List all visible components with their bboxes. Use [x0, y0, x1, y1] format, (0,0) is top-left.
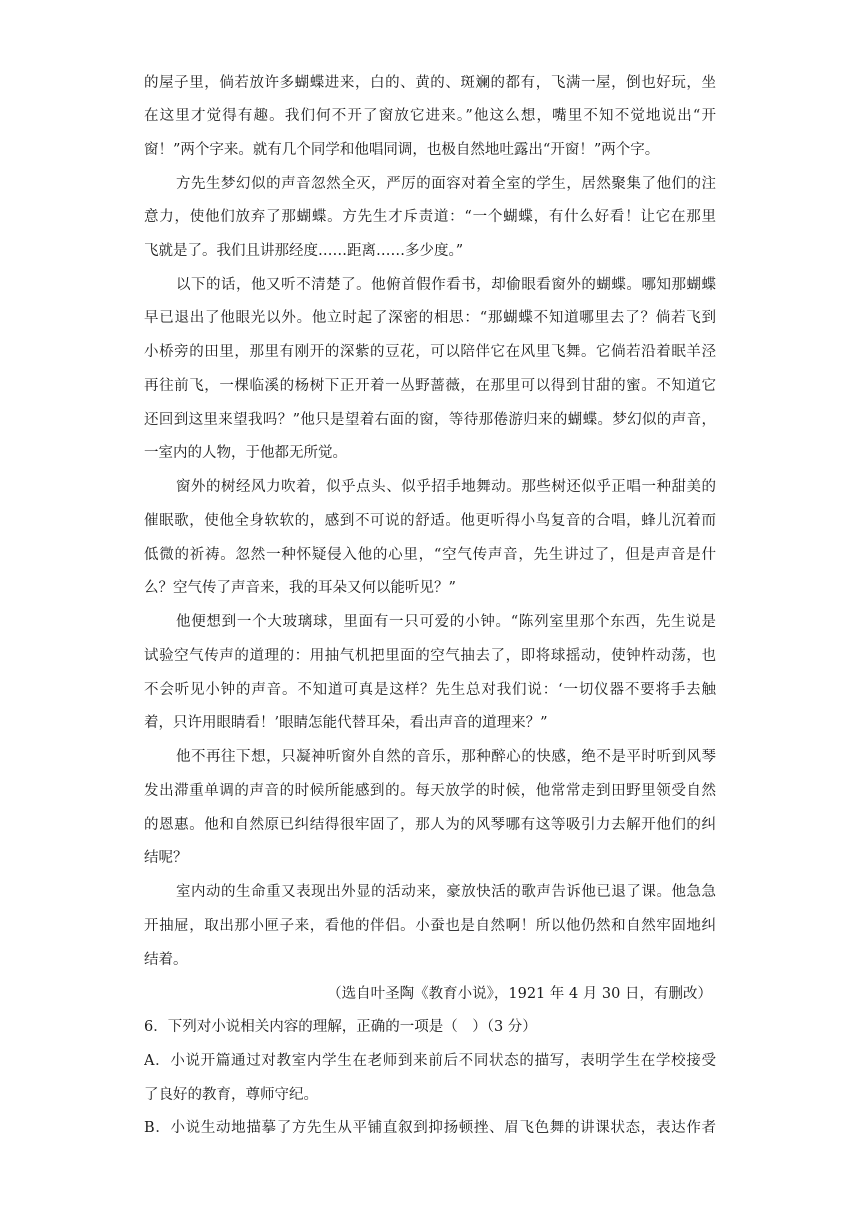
- passage-line: 着，只许用眼睛看！’眼睛怎能代替耳朵，看出声音的道理来？”: [144, 715, 548, 731]
- passage-line: 的屋子里，倘若放许多蝴蝶进来，白的、黄的、斑斓的都有，飞满一屋，倒也好玩，坐: [144, 75, 716, 91]
- passage-line: 发出滞重单调的声音的时候所能感到的。每天放学的时候，他常常走到田野里领受自然: [144, 783, 716, 799]
- passage-line: 结着。: [144, 952, 188, 968]
- passage-line: 室内动的生命重又表现出外显的活动来，豪放快活的歌声告诉他已退了课。他急急: [176, 884, 716, 900]
- passage-line: 意力，使他们放弃了那蝴蝶。方先生才斥责道：“一个蝴蝶，有什么好看！让它在那里: [144, 209, 716, 225]
- passage-line: 飞就是了。我们且讲那经度……距离……多少度。”: [144, 243, 464, 259]
- passage-line: 还回到这里来望我吗？”他只是望着右面的窗，等待那倦游归来的蝴蝶。梦幻似的声音，: [144, 412, 716, 428]
- passage-line: 再往前飞，一棵临溪的杨树下正开着一丛野蔷薇，在那里可以得到甘甜的蜜。不知道它: [144, 378, 716, 394]
- passage-line: 一室内的人物，于他都无所觉。: [144, 445, 347, 461]
- option-a-line: 了良好的教育，尊师守纪。: [144, 1087, 318, 1103]
- passage-line: 以下的话，他又听不清楚了。他俯首假作看书，却偷眼看窗外的蝴蝶。哪知那蝴蝶: [176, 277, 716, 293]
- passage-line: 早已退出了他眼光以外。他立时起了深密的相思：“那蝴蝶不知道哪里去了？倘若飞到: [144, 310, 716, 326]
- passage-line: 在这里才觉得有趣。我们何不开了窗放它进来。”他这么想，嘴里不知不觉地说出“开: [144, 108, 716, 124]
- passage-line: 低微的祈祷。忽然一种怀疑侵入他的心里，“空气传声音，先生讲过了，但是声音是什: [144, 547, 716, 563]
- passage-line: 他便想到一个大玻璃球，里面有一只可爱的小钟。“陈列室里那个东西，先生说是: [176, 614, 716, 630]
- passage-line: 试验空气传声的道理的：用抽气机把里面的空气抽去了，即将球摇动，使钟杵动荡，也: [144, 648, 716, 664]
- question-stem: 6．下列对小说相关内容的理解，正确的一项是（ ）（3 分）: [144, 1019, 537, 1035]
- passage-line: 他不再往下想，只凝神听窗外自然的音乐，那种醉心的快感，绝不是平时听到风琴: [176, 749, 716, 765]
- option-b-line: B．小说生动地描摹了方先生从平铺直叙到抑扬顿挫、眉飞色舞的讲课状态，表达作者: [144, 1120, 716, 1136]
- passage-line: 的恩惠。他和自然原已纠结得很牢固了，那人为的风琴哪有这等吸引力去解开他们的纠: [144, 817, 716, 833]
- passage-line: 窗外的树经风力吹着，似乎点头、似乎招手地舞动。那些树还似乎正唱一种甜美的: [176, 479, 716, 495]
- passage-line: 不会听见小钟的声音。不知道可真是这样？先生总对我们说：‘一切仪器不要将手去触: [144, 682, 716, 698]
- passage-line: 催眠歌，使他全身软软的，感到不可说的舒适。他更听得小鸟复音的合唱，蜂儿沉着而: [144, 513, 716, 529]
- passage-line: 窗！”两个字来。就有几个同学和他唱同调，也极自然地吐露出“开窗！”两个字。: [144, 142, 660, 158]
- passage-line: 开抽屉，取出那小匣子来，看他的伴侣。小蚕也是自然啊！所以他仍然和自然牢固地纠: [144, 918, 716, 934]
- passage-line: 么？空气传了声音来，我的耳朵又何以能听见？”: [144, 580, 456, 596]
- source-citation: （选自叶圣陶《教育小说》，1921 年 4 月 30 日，有删改）: [327, 986, 712, 1002]
- option-a-line: A．小说开篇通过对教室内学生在老师到来前后不同状态的描写，表明学生在学校接受: [144, 1053, 716, 1069]
- passage-line: 小桥旁的田里，那里有刚开的深紫的豆花，可以陪伴它在风里飞舞。它倘若沿着眠羊泾: [144, 344, 716, 360]
- passage-line: 结呢？: [144, 850, 188, 866]
- passage-line: 方先生梦幻似的声音忽然全灭，严厉的面容对着全室的学生，居然聚集了他们的注: [176, 176, 716, 192]
